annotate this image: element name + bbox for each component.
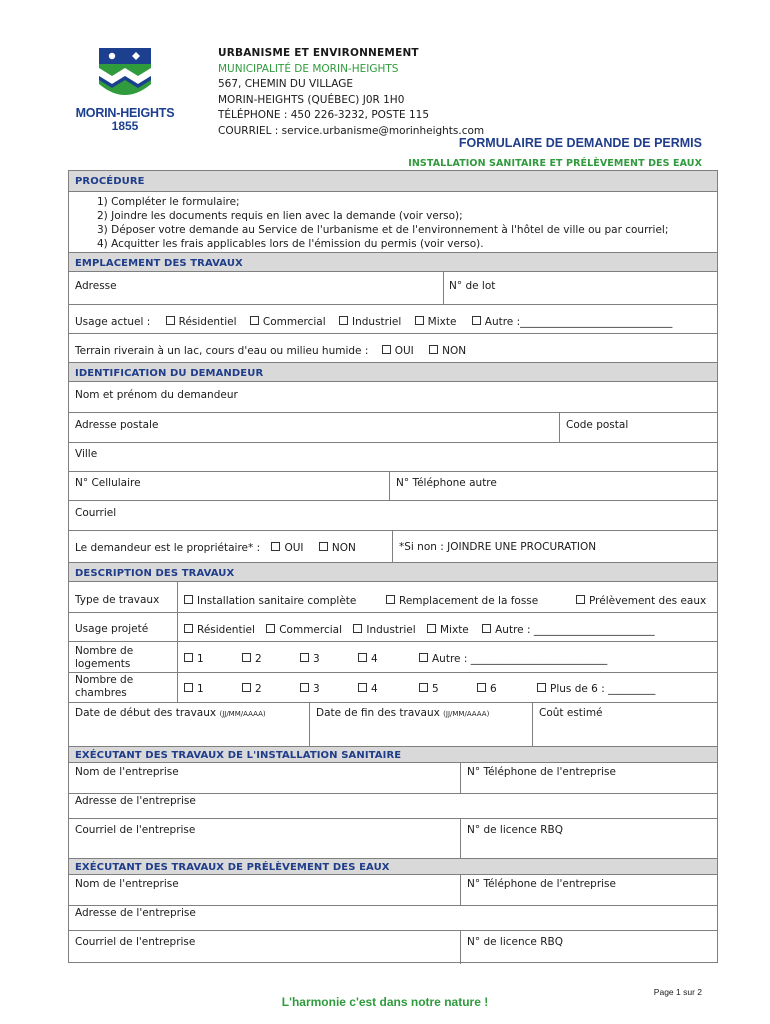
permit-form	[68, 170, 718, 963]
city-address: MORIN-HEIGHTS (QUÉBEC) J0R 1H0	[218, 93, 405, 106]
chambres-1-checkbox[interactable]: 1	[184, 683, 204, 695]
procedure-step-3: 3) Déposer votre demande au Service de l'urbanisme et de l'environnement à l'hôtel de ville ou par courriel;	[97, 224, 669, 236]
checkbox-icon	[242, 683, 251, 692]
logo-year: 1855	[111, 119, 139, 133]
procedure-step-1: 1) Compléter le formulaire;	[97, 196, 240, 208]
type-fosse-checkbox[interactable]: Remplacement de la fosse	[386, 595, 538, 607]
usage-industriel-checkbox[interactable]: Industriel	[339, 316, 401, 328]
logements-2-checkbox[interactable]: 2	[242, 653, 262, 665]
type-sanitaire-checkbox[interactable]: Installation sanitaire complète	[184, 595, 356, 607]
riverain-label: Terrain riverain à un lac, cours d'eau ou milieu humide :	[75, 345, 369, 357]
municipality-name: MUNICIPALITÉ DE MORIN-HEIGHTS	[218, 62, 399, 75]
sanitaire-email-label[interactable]: Courriel de l'entreprise	[75, 824, 196, 836]
checkbox-icon	[415, 316, 424, 325]
checkbox-icon	[477, 683, 486, 692]
type-prelevement-checkbox[interactable]: Prélèvement des eaux	[576, 595, 706, 607]
logements-1-checkbox[interactable]: 1	[184, 653, 204, 665]
owner-label: Le demandeur est le propriétaire* :	[75, 542, 261, 554]
usage-projete-label: Usage projeté	[75, 623, 149, 635]
checkbox-icon	[429, 345, 438, 354]
owner-note: *Si non : JOINDRE UNE PROCURATION	[399, 541, 597, 553]
owner-row	[75, 542, 356, 554]
chambres-plus-checkbox[interactable]: Plus de 6 : _________	[537, 683, 655, 695]
city-label[interactable]: Ville	[75, 448, 98, 460]
checkbox-icon	[250, 316, 259, 325]
checkbox-icon	[166, 316, 175, 325]
department-name: URBANISME ET ENVIRONNEMENT	[218, 47, 419, 59]
section-executant-sanitaire: EXÉCUTANT DES TRAVAUX DE L'INSTALLATION SANITAIRE	[69, 746, 717, 763]
chambres-2-checkbox[interactable]: 2	[242, 683, 262, 695]
checkbox-icon	[300, 683, 309, 692]
checkbox-icon	[358, 653, 367, 662]
prelevement-email-label[interactable]: Courriel de l'entreprise	[75, 936, 196, 948]
prelevement-phone-label[interactable]: N° Téléphone de l'entreprise	[467, 878, 616, 890]
cost-label[interactable]: Coût estimé	[539, 707, 603, 719]
checkbox-icon	[576, 595, 585, 604]
checkbox-icon	[386, 595, 395, 604]
section-emplacement: EMPLACEMENT DES TRAVAUX	[69, 252, 717, 272]
checkbox-icon	[339, 316, 348, 325]
chambres-5-checkbox[interactable]: 5	[419, 683, 439, 695]
chambres-4-checkbox[interactable]: 4	[358, 683, 378, 695]
prelevement-company-label[interactable]: Nom de l'entreprise	[75, 878, 179, 890]
sanitaire-address-label[interactable]: Adresse de l'entreprise	[75, 795, 196, 807]
prelevement-address-label[interactable]: Adresse de l'entreprise	[75, 907, 196, 919]
section-description: DESCRIPTION DES TRAVAUX	[69, 562, 717, 582]
postal-code-label[interactable]: Code postal	[566, 419, 629, 431]
email-line: COURRIEL : service.urbanisme@morinheights.com	[218, 124, 485, 137]
usage-mixte-checkbox[interactable]: Mixte	[415, 316, 457, 328]
checkbox-icon	[358, 683, 367, 692]
end-date-label[interactable]: Date de fin des travaux (JJ/MM/AAAA)	[316, 707, 490, 719]
cell-label[interactable]: N° Cellulaire	[75, 477, 141, 489]
type-label: Type de travaux	[75, 594, 160, 606]
form-title: FORMULAIRE DE DEMANDE DE PERMIS	[458, 136, 702, 150]
motto: L'harmonie c'est dans notre nature !	[281, 995, 489, 1009]
checkbox-icon	[382, 345, 391, 354]
projete-autre-checkbox[interactable]: Autre : _______________________	[482, 624, 654, 636]
usage-actuel-label: Usage actuel :	[75, 316, 151, 328]
procedure-step-2: 2) Joindre les documents requis en lien avec la demande (voir verso);	[97, 210, 463, 222]
riverain-oui-checkbox[interactable]: OUI	[382, 345, 414, 357]
usage-actuel-row	[75, 316, 672, 328]
procedure-step-4: 4) Acquitter les frais applicables lors de l'émission du permis (voir verso).	[97, 238, 484, 250]
projete-residentiel-checkbox[interactable]: Résidentiel	[184, 624, 255, 636]
checkbox-icon	[184, 595, 193, 604]
checkbox-icon	[242, 653, 251, 662]
checkbox-icon	[353, 624, 362, 633]
checkbox-icon	[184, 624, 193, 633]
riverain-non-checkbox[interactable]: NON	[429, 345, 466, 357]
owner-oui-checkbox[interactable]: OUI	[271, 542, 303, 554]
section-executant-prelevement: EXÉCUTANT DES TRAVAUX DE PRÉLÈVEMENT DES EAUX	[69, 858, 717, 875]
checkbox-icon	[482, 624, 491, 633]
checkbox-icon	[184, 683, 193, 692]
usage-residentiel-checkbox[interactable]: Résidentiel	[166, 316, 237, 328]
prelevement-rbq-label[interactable]: N° de licence RBQ	[467, 936, 563, 948]
checkbox-icon	[184, 653, 193, 662]
municipality-info	[218, 46, 484, 139]
address-label[interactable]: Adresse	[75, 280, 117, 292]
projete-commercial-checkbox[interactable]: Commercial	[266, 624, 342, 636]
logements-4-checkbox[interactable]: 4	[358, 653, 378, 665]
checkbox-icon	[537, 683, 546, 692]
checkbox-icon	[419, 683, 428, 692]
checkbox-icon	[271, 542, 280, 551]
logements-autre-checkbox[interactable]: Autre : __________________________	[419, 653, 607, 665]
checkbox-icon	[419, 653, 428, 662]
owner-non-checkbox[interactable]: NON	[319, 542, 356, 554]
other-phone-label[interactable]: N° Téléphone autre	[396, 477, 497, 489]
chambres-6-checkbox[interactable]: 6	[477, 683, 497, 695]
checkbox-icon	[319, 542, 328, 551]
lot-label[interactable]: N° de lot	[449, 280, 496, 292]
projete-mixte-checkbox[interactable]: Mixte	[427, 624, 469, 636]
usage-projete-row	[184, 624, 655, 636]
form-subtitle: INSTALLATION SANITAIRE ET PRÉLÈVEMENT DES EAUX	[408, 158, 702, 169]
usage-autre-checkbox[interactable]: Autre :_____________________________	[472, 316, 673, 328]
logements-label: Nombre de logements	[75, 645, 134, 670]
email-label[interactable]: Courriel	[75, 507, 117, 519]
phone-line: TÉLÉPHONE : 450 226-3232, POSTE 115	[218, 109, 430, 121]
projete-industriel-checkbox[interactable]: Industriel	[353, 624, 415, 636]
logements-3-checkbox[interactable]: 3	[300, 653, 320, 665]
usage-commercial-checkbox[interactable]: Commercial	[250, 316, 326, 328]
postal-address-label[interactable]: Adresse postale	[75, 419, 159, 431]
riverain-row	[75, 345, 466, 357]
sanitaire-rbq-label[interactable]: N° de licence RBQ	[467, 824, 563, 836]
page-number: Page 1 sur 2	[653, 987, 702, 997]
start-date-label[interactable]: Date de début des travaux (JJ/MM/AAAA)	[75, 707, 266, 719]
checkbox-icon	[266, 624, 275, 633]
chambres-label: Nombre de chambres	[75, 674, 134, 699]
checkbox-icon	[300, 653, 309, 662]
applicant-name-label[interactable]: Nom et prénom du demandeur	[75, 389, 238, 401]
chambres-3-checkbox[interactable]: 3	[300, 683, 320, 695]
sanitaire-phone-label[interactable]: N° Téléphone de l'entreprise	[467, 766, 616, 778]
section-procedure: PROCÉDURE	[69, 171, 717, 192]
sanitaire-company-label[interactable]: Nom de l'entreprise	[75, 766, 179, 778]
street-address: 567, CHEMIN DU VILLAGE	[218, 78, 354, 90]
logo-name: MORIN-HEIGHTS	[75, 106, 175, 120]
checkbox-icon	[472, 316, 481, 325]
section-demandeur: IDENTIFICATION DU DEMANDEUR	[69, 362, 717, 382]
checkbox-icon	[427, 624, 436, 633]
